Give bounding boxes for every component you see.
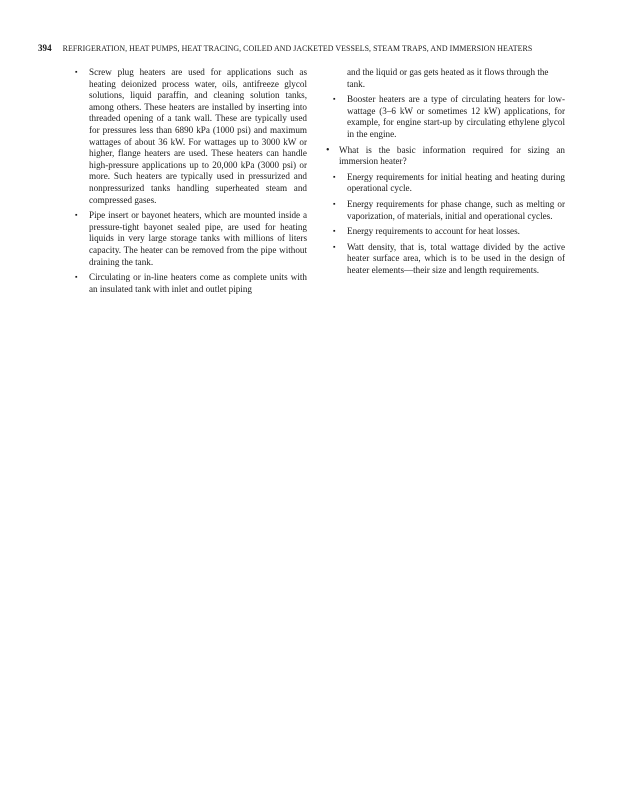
answer-item xyxy=(333,226,565,238)
left-column xyxy=(75,67,307,299)
answer-text: Energy requirements for initial heating and heating during operational cycle. xyxy=(347,171,565,194)
square-bullet-icon: ▪ xyxy=(75,211,78,220)
question-text: What is the basic information required for sizing an immersion heater? xyxy=(339,144,565,167)
booster-text: Booster heaters are a type of circulating heaters for low-wattage (3–6 kW or sometimes 12 kW) applications, for example, for engine start-up by circulating ethylene glycol in the engine. xyxy=(347,94,565,139)
square-bullet-icon: ▪ xyxy=(75,273,78,282)
square-bullet-icon: ▪ xyxy=(333,242,336,251)
square-bullet-icon: ▪ xyxy=(333,227,336,236)
square-bullet-icon: ▪ xyxy=(333,95,336,104)
running-header xyxy=(38,43,578,53)
list-item-pipe-insert xyxy=(75,210,307,268)
round-bullet-icon: • xyxy=(326,144,330,156)
answer-text: Watt density, that is, total wattage divided by the active heater surface area, which is to be used in the design of heater elements—their size and length requirements. xyxy=(347,241,565,275)
circulating-continued-text: and the liquid or gas gets heated as it flows through the tank. xyxy=(347,67,549,89)
question-item xyxy=(325,145,565,168)
answer-text: Energy requirements to account for heat losses. xyxy=(347,226,520,237)
list-item-screw-plug xyxy=(75,67,307,206)
list-item-circulating xyxy=(75,272,307,295)
answer-item xyxy=(333,242,565,277)
circulating-text: Circulating or in-line heaters come as complete units with an insulated tank with inlet and outlet piping xyxy=(89,272,307,294)
answer-item xyxy=(333,172,565,195)
list-item-booster xyxy=(333,94,565,140)
pipe-insert-text: Pipe insert or bayonet heaters, which are mounted inside a pressure-tight bayonet sealed pipe, are used for heating liquids in very large storage tanks with millions of liters capacity. The heater can be removed from the pipe without draining the tank. xyxy=(89,210,307,267)
answer-item xyxy=(333,199,565,222)
right-column xyxy=(326,67,565,281)
square-bullet-icon: ▪ xyxy=(333,172,336,181)
screw-plug-text: Screw plug heaters are used for applications such as heating deionized process water, oils, antifreeze glycol solutions, liquid paraffin, and cleaning solution tanks, among others. These heaters are installed by inserting into threaded opening of a tank wall. These are typically used for pressures less than 6890 kPa (1000 psi) and maximum wattages of about 36 kW. For wattages up to 3000 kW or higher, flange heaters are used. These heaters can handle high-pressure applications up to 20,000 kPa (3000 psi) or more. Such heaters are typically used in pressurized and nonpressurized tanks handling superheated steam and compressed gases. xyxy=(89,67,307,205)
page-number: 394 xyxy=(38,43,52,53)
running-title: REFRIGERATION, HEAT PUMPS, HEAT TRACING, COILED AND JACKETED VESSELS, STEAM TRAPS, AND IMMERSION HEATERS xyxy=(62,44,533,53)
square-bullet-icon: ▪ xyxy=(333,199,336,208)
square-bullet-icon: ▪ xyxy=(75,68,78,76)
answer-text: Energy requirements for phase change, such as melting or vaporization, of materials, initial and operational cycles. xyxy=(347,198,565,221)
